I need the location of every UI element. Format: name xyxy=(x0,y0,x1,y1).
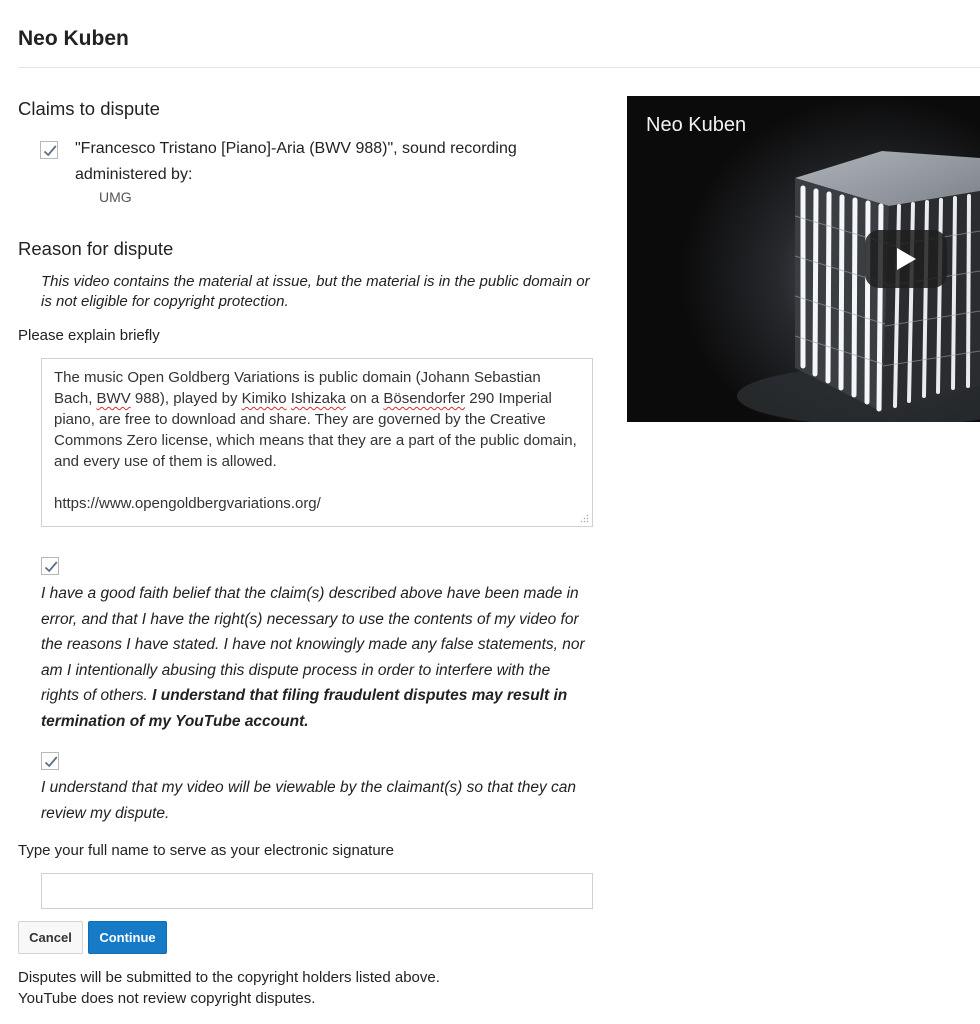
footer-note-line1: Disputes will be submitted to the copyright holders listed above. xyxy=(18,969,440,986)
resize-grip-icon[interactable] xyxy=(580,514,589,523)
claim-checkbox[interactable] xyxy=(40,141,58,159)
check-icon xyxy=(42,143,58,159)
explain-text-part: 290 Imperial piano, are free to download and share. They are governed by the Creative Commons Zero license, which means that they are a part of the public domain, and every use of them is allowed. xyxy=(54,390,577,470)
video-title: Neo Kuben xyxy=(646,114,747,136)
good-faith-statement xyxy=(41,581,591,734)
good-faith-warning: I understand that filing fraudulent disputes may result in termination of my YouTube account. xyxy=(41,687,568,730)
explain-text-part: 988), played by xyxy=(130,390,242,407)
play-icon xyxy=(895,247,917,271)
continue-button[interactable]: Continue xyxy=(88,921,167,954)
check-icon xyxy=(43,559,59,575)
claim-description: "Francesco Tristano [Piano]-Aria (BWV 988)", sound recording administered by: xyxy=(75,140,517,183)
reason-heading: Reason for dispute xyxy=(18,238,174,259)
video-player[interactable] xyxy=(627,96,980,422)
check-icon xyxy=(43,754,59,770)
reason-text: This video contains the material at issue, but the material is in the public domain or is not eligible for copyright protection. xyxy=(41,273,590,310)
signature-label: Type your full name to serve as your electronic signature xyxy=(18,842,395,859)
claim-administrator: UMG xyxy=(99,189,132,205)
explain-text-part: on a xyxy=(345,390,384,407)
explain-text-part: The music Open Goldberg Variations is public domain (Johann Sebastian Bach, xyxy=(54,369,541,407)
spellcheck-word: Ishizaka xyxy=(290,390,346,407)
viewable-statement: I understand that my video will be viewable by the claimant(s) so that they can review my dispute. xyxy=(41,779,577,822)
good-faith-checkbox[interactable] xyxy=(41,557,59,575)
header-divider xyxy=(18,67,980,68)
explain-textarea[interactable] xyxy=(41,358,593,527)
spellcheck-word: Bösendorfer xyxy=(383,390,466,407)
explain-label: Please explain briefly xyxy=(18,327,160,344)
viewable-checkbox[interactable] xyxy=(41,752,59,770)
good-faith-text: I have a good faith belief that the claim(s) described above have been made in error, and that I have the right(s) necessary to use the contents of my video for the reasons I have stated. I have not knowingly made any false statements, nor am I intentionally abusing this dispute process in order to interfere with the rights of others. xyxy=(41,585,585,704)
signature-input[interactable] xyxy=(41,873,593,909)
claims-heading: Claims to dispute xyxy=(18,98,160,119)
play-button[interactable] xyxy=(865,230,947,288)
spellcheck-word: Kimiko xyxy=(241,390,287,407)
explain-url: https://www.opengoldbergvariations.org/ xyxy=(54,495,321,512)
footer-note-line2: YouTube does not review copyright disputes. xyxy=(18,990,316,1007)
spellcheck-word: BWV xyxy=(96,390,131,407)
page-title: Neo Kuben xyxy=(18,27,129,50)
explain-paragraph xyxy=(54,367,580,472)
cancel-button[interactable]: Cancel xyxy=(18,921,83,954)
